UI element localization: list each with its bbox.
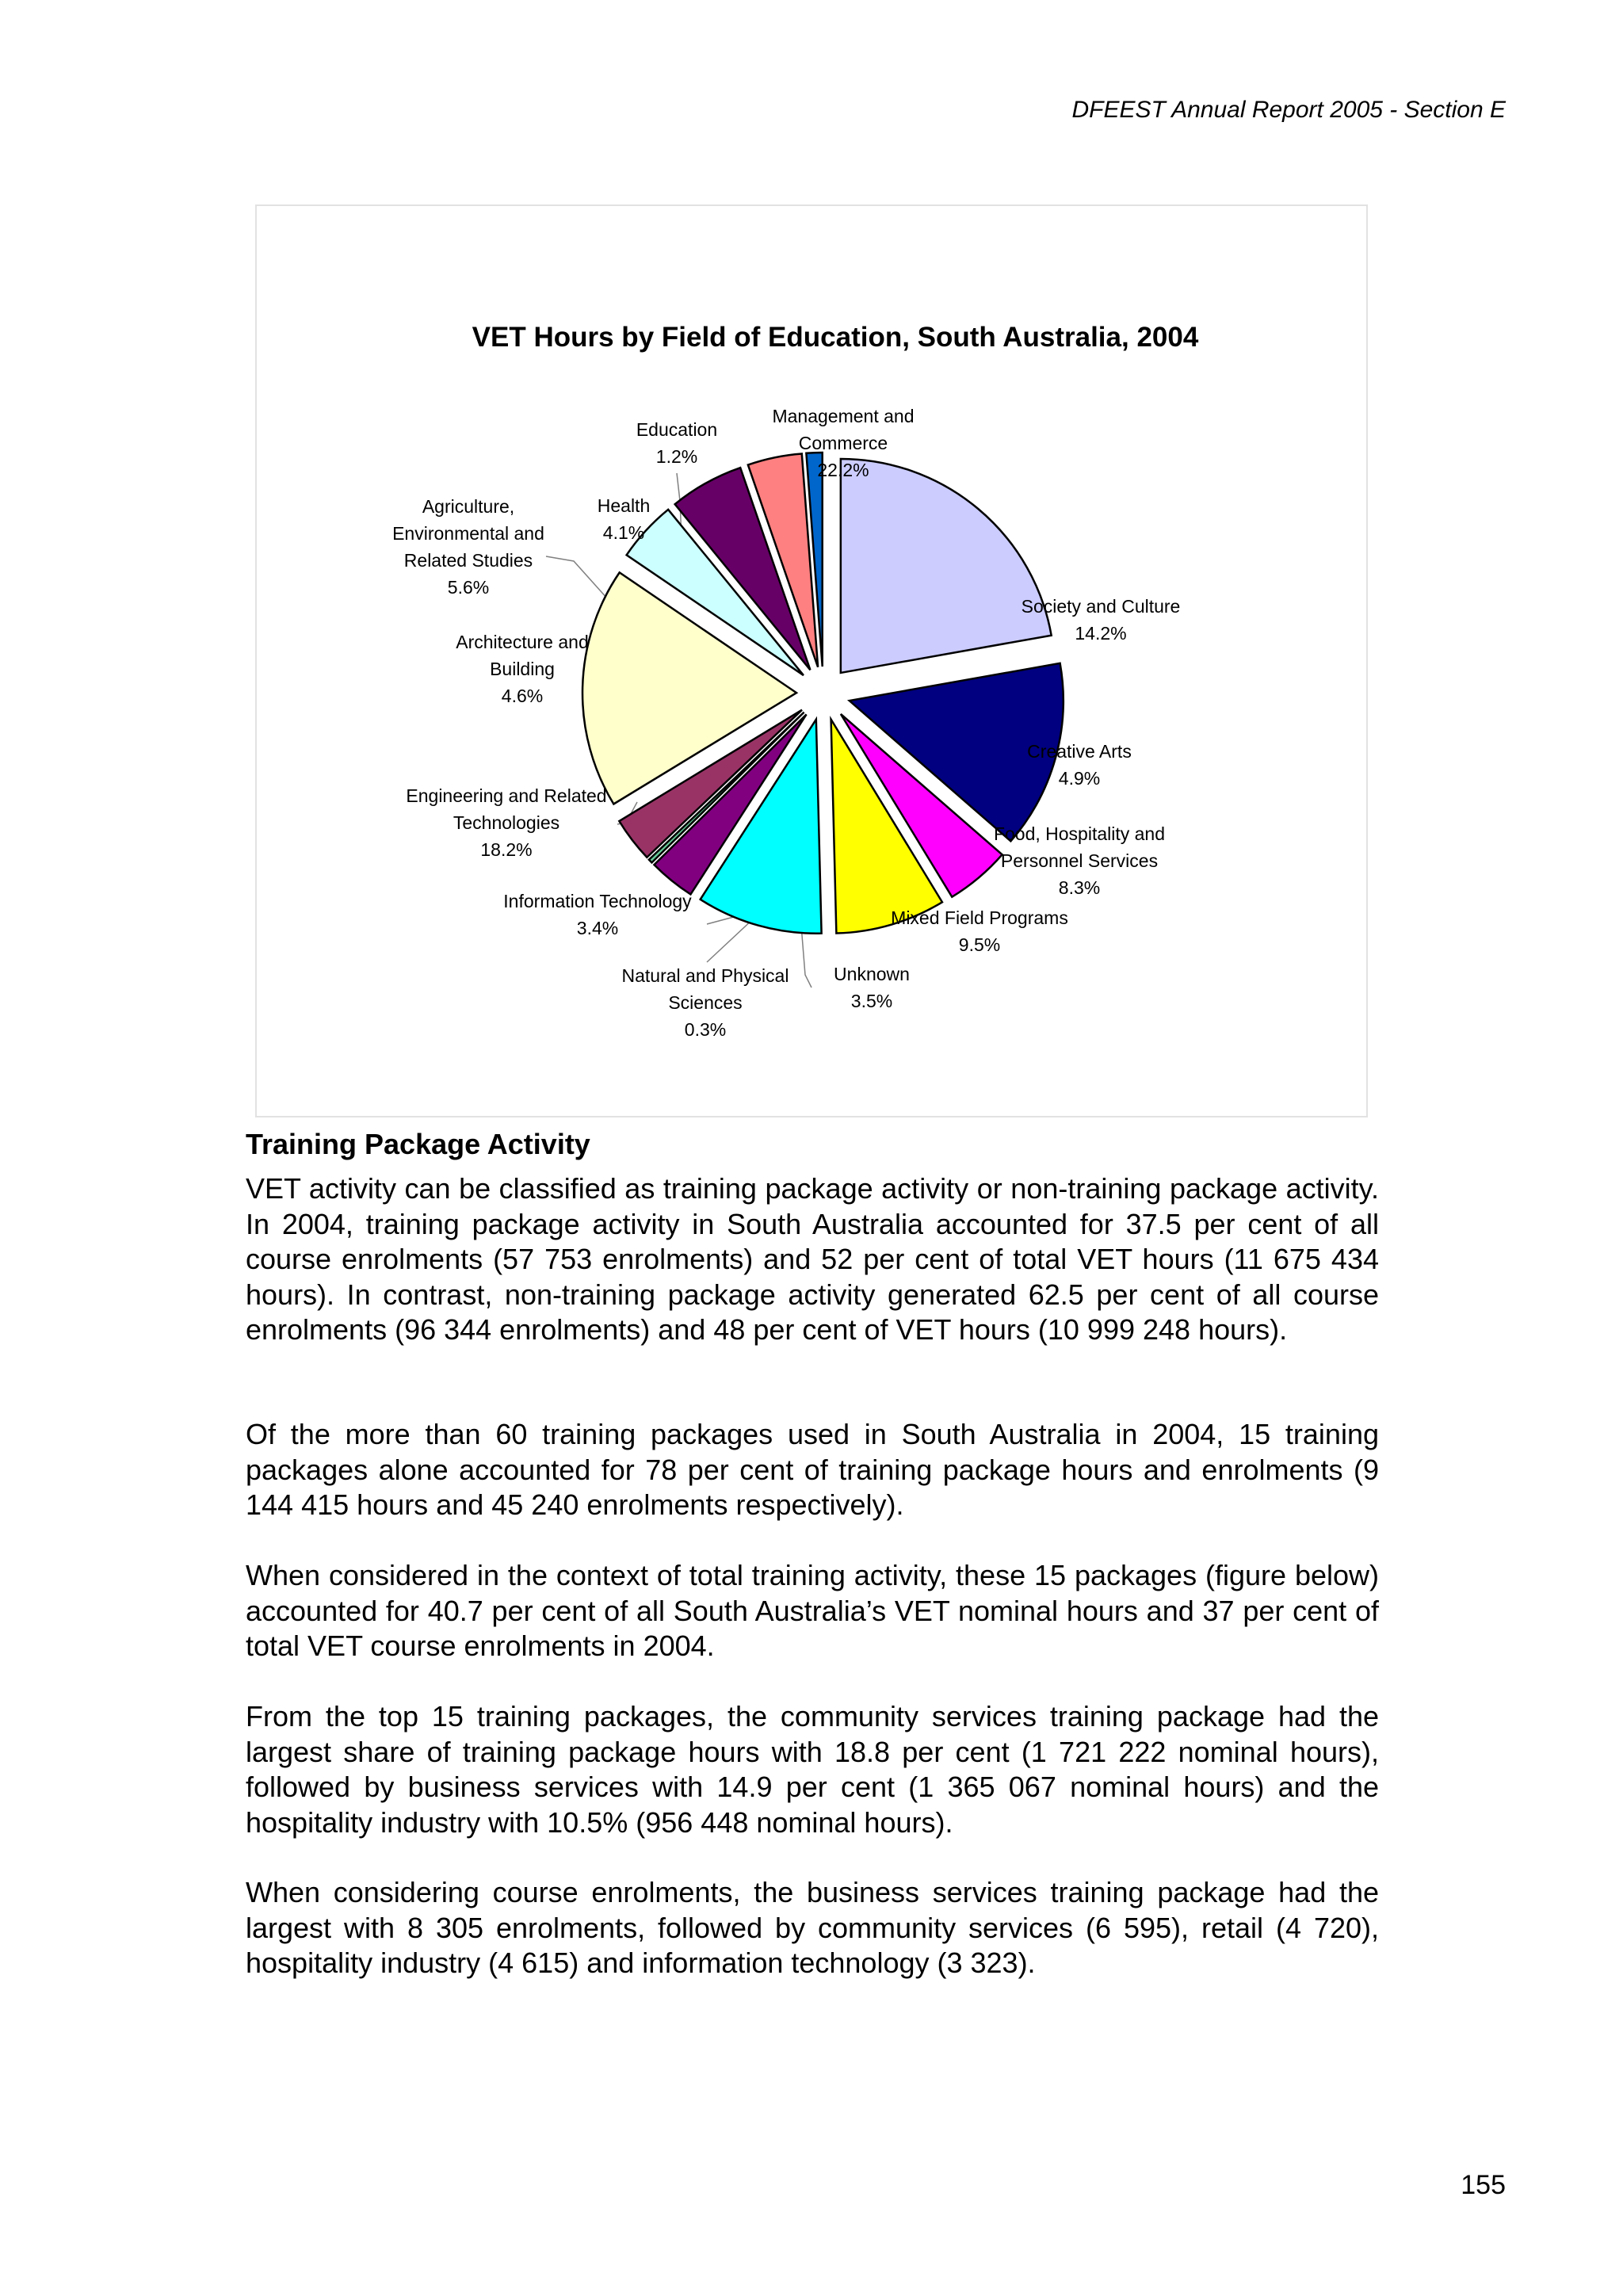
slice-label-creative-arts: Creative Arts 4.9% xyxy=(1027,741,1132,789)
chart-title: VET Hours by Field of Education, South Australia, 2004 xyxy=(472,322,1199,353)
pie-chart xyxy=(257,206,1366,1116)
pie-slice-management-and-commerce xyxy=(841,459,1052,673)
running-header: DFEEST Annual Report 2005 - Section E xyxy=(1071,97,1506,123)
slice-label-society-and-culture: Society and Culture 14.2% xyxy=(1021,596,1181,644)
slice-label-architecture-and-building: Architecture and Building 4.6% xyxy=(456,632,589,706)
paragraph-1: VET activity can be classified as training package activity or non-training package activity. In 2004, training package activity in South Australia accounted for 37.5 per cent of all course enrolments (57 753 enrolments) and 52 per cent of total VET hours (11 675 434 hours). In contrast, non-training package activity generated 62.5 per cent of all course enrolments (96 344 enrolments) and 48 per cent of VET hours (10 999 248 hours). xyxy=(246,1172,1379,1346)
slice-label-unknown: Unknown 3.5% xyxy=(834,964,910,1011)
slice-label-natural-and-physical-sciences: Natural and Physical Sciences 0.3% xyxy=(621,965,789,1040)
pie-chart-figure xyxy=(255,204,1368,1117)
paragraph-3: When considered in the context of total training activity, these 15 packages (figure below) accounted for 40.7 per cent of all South Australia’s VET nominal hours and 37 per cent of total VET course enrolments in 2004. xyxy=(246,1559,1379,1662)
paragraph-4: From the top 15 training packages, the community services training package had the largest share of training package hours with 18.8 per cent (1 721 222 nominal hours), followed by business services with 14.9 per cent (1 365 067 nominal hours) and the hospitality industry with 10.5% (956 448 nominal hours). xyxy=(246,1700,1379,1839)
slice-label-management-and-commerce: Management and Commerce 22.2% xyxy=(772,406,915,480)
pie-slices xyxy=(582,453,1064,934)
slice-label-engineering-and-related-technologies: Engineering and Related Technologies 18.2% xyxy=(406,785,607,860)
page-number: 155 xyxy=(1461,2170,1506,2200)
slice-label-food-hospitality-and-personnel-services: Food, Hospitality and Personnel Services 8.3% xyxy=(993,823,1166,898)
slice-label-health: Health 4.1% xyxy=(597,495,651,543)
slice-label-information-technology: Information Technology 3.4% xyxy=(503,891,692,938)
paragraph-5: When considering course enrolments, the business services training package had the largest with 8 305 enrolments, followed by community services (6 595), retail (4 720), hospitality industry (4 615) and information technology (3 323). xyxy=(246,1876,1379,1979)
slice-label-education: Education 1.2% xyxy=(636,419,718,467)
paragraph-2: Of the more than 60 training packages used in South Australia in 2004, 15 training packages alone accounted for 78 per cent of training package hours and enrolments (9 144 415 hours and 45 240 enrolments respectively). xyxy=(246,1418,1379,1521)
slice-label-agriculture-environmental-and-related-studies: Agriculture, Environmental and Related Studies 5.6% xyxy=(392,496,544,598)
slice-label-mixed-field-programs: Mixed Field Programs 9.5% xyxy=(891,907,1068,955)
section-heading: Training Package Activity xyxy=(246,1128,590,1160)
